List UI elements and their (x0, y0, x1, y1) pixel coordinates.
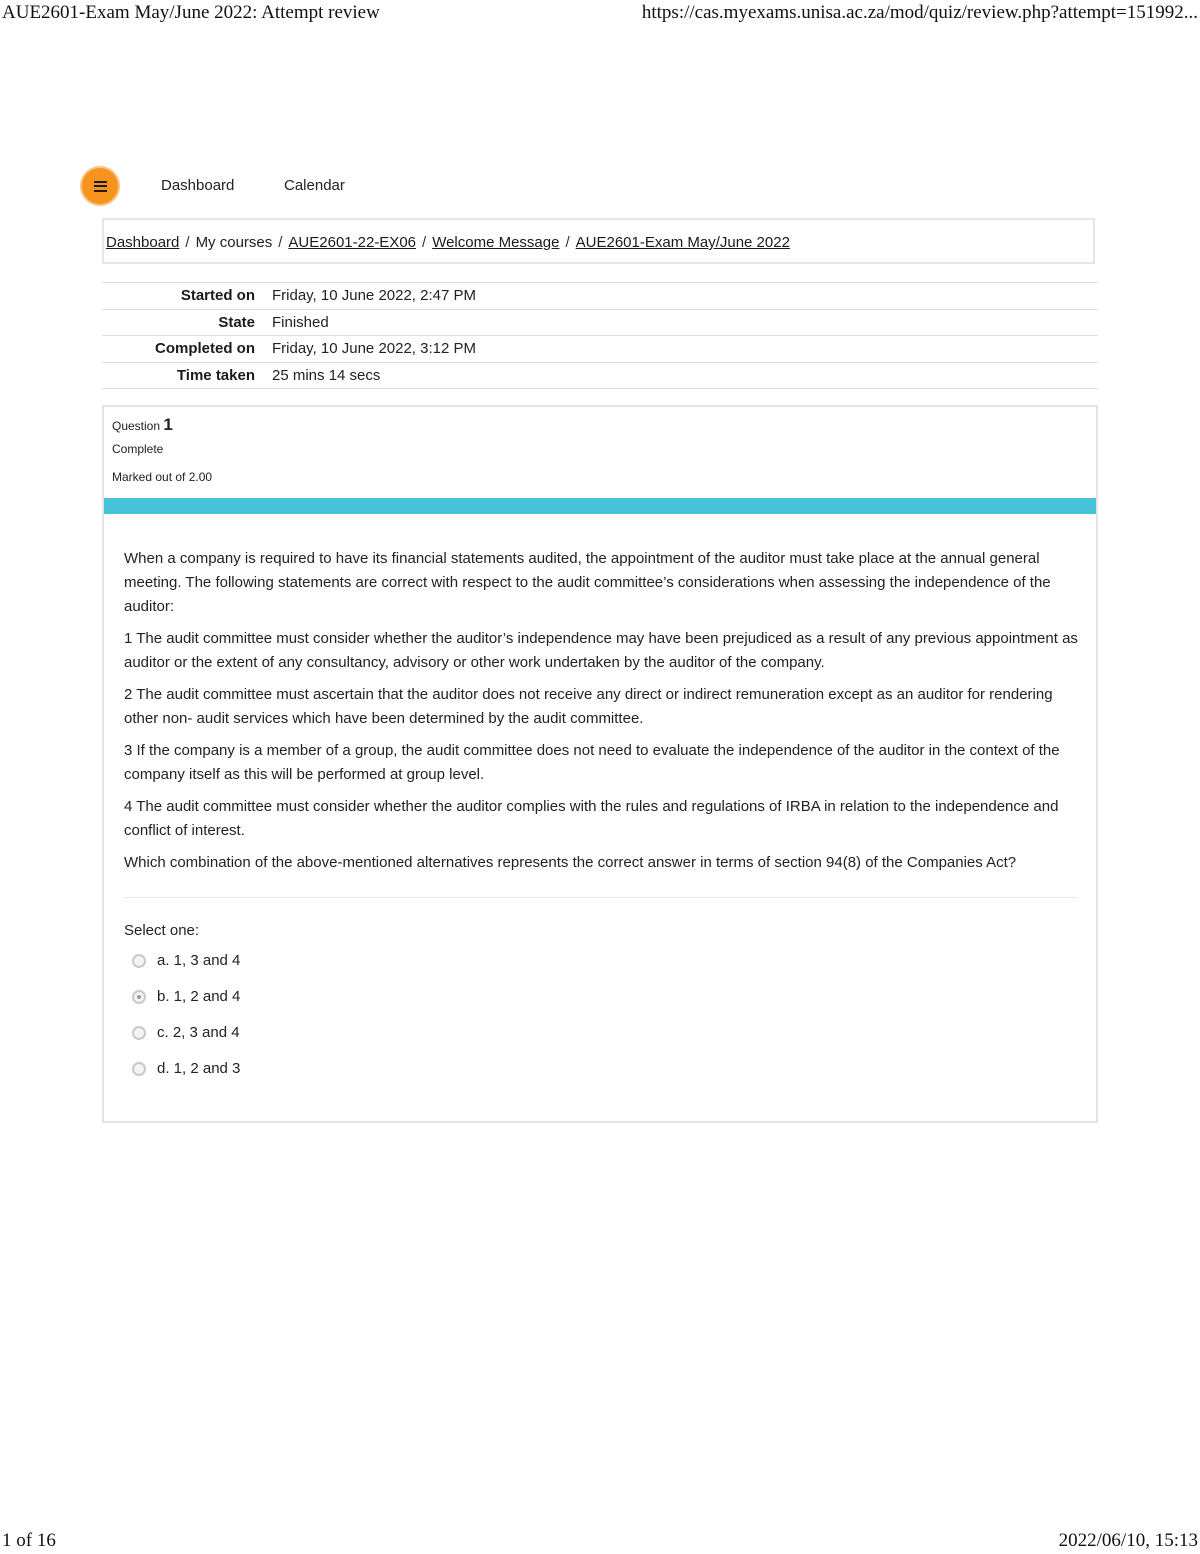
breadcrumb-item-exam[interactable]: AUE2601-Exam May/June 2022 (575, 234, 790, 251)
breadcrumb-item-welcome-message[interactable]: Welcome Message (432, 234, 560, 251)
select-one-prompt: Select one: (124, 922, 200, 939)
question-paragraph: Which combination of the above-mentioned alternatives represents the correct answer in terms of section 94(8) of the Companies Act? (124, 854, 1017, 871)
top-navbar (82, 168, 1102, 206)
question-paragraph: 1 The audit committee must consider whether the auditor’s independence may have been prejudiced as a result of any previous appointment as auditor or the extent of any consultancy, advisory or other work undertaken by the auditor of the company. (124, 630, 1078, 671)
summary-value: Friday, 10 June 2022, 3:12 PM (272, 340, 477, 358)
summary-label: Started on (180, 287, 255, 305)
radio-button-selected[interactable] (132, 990, 146, 1004)
summary-row-state (102, 309, 1098, 336)
summary-label: State (218, 313, 255, 331)
nav-calendar-link[interactable]: Calendar (284, 177, 345, 194)
print-page-title: AUE2601-Exam May/June 2022: Attempt review (2, 2, 380, 23)
breadcrumb-item-course[interactable]: AUE2601-22-EX06 (288, 234, 417, 251)
radio-button[interactable] (132, 954, 146, 968)
print-page-url: https://cas.myexams.unisa.ac.za/mod/quiz/review.php?attempt=151992... (641, 2, 1198, 23)
breadcrumb-item-my-courses: My courses (195, 234, 273, 251)
breadcrumb-separator: / (422, 234, 427, 251)
radio-button[interactable] (132, 1062, 146, 1076)
breadcrumb-separator: / (185, 234, 190, 251)
question-content-bar (104, 498, 1096, 514)
question-text (124, 547, 1079, 883)
question-grade: Marked out of 2.00 (112, 470, 213, 484)
breadcrumb (106, 234, 790, 251)
answer-option-label: b. 1, 2 and 4 (157, 988, 241, 1005)
question-number-value: 1 (163, 415, 173, 434)
hamburger-icon (94, 181, 107, 192)
question-label: Question (112, 419, 161, 433)
nav-dashboard-link[interactable]: Dashboard (161, 177, 235, 194)
breadcrumb-separator: / (565, 234, 570, 251)
answer-option-label: d. 1, 2 and 3 (157, 1060, 241, 1077)
question-paragraph: 3 If the company is a member of a group, the audit committee does not need to evaluate the independence of the auditor in the context of the company itself as this will be performed at group level. (124, 742, 1060, 783)
print-page-number: 1 of 16 (2, 1530, 56, 1551)
summary-value: Friday, 10 June 2022, 2:47 PM (272, 287, 477, 305)
question-card (102, 405, 1098, 1123)
question-info (112, 415, 212, 484)
attempt-summary-table (102, 282, 1098, 389)
summary-row-completed (102, 336, 1098, 363)
divider (124, 897, 1077, 898)
radio-button[interactable] (132, 1026, 146, 1040)
breadcrumb-item-dashboard[interactable]: Dashboard (106, 234, 180, 251)
question-state: Complete (112, 442, 164, 456)
answer-option-label: c. 2, 3 and 4 (157, 1024, 240, 1041)
summary-row-time-taken (102, 362, 1098, 389)
breadcrumb-separator: / (278, 234, 283, 251)
summary-label: Completed on (155, 340, 255, 358)
breadcrumb-container (102, 218, 1095, 264)
summary-row-started (102, 283, 1098, 310)
question-paragraph: 4 The audit committee must consider whether the auditor complies with the rules and regulations of IRBA in relation to the independence and conflict of interest. (124, 798, 1059, 839)
summary-value: 25 mins 14 secs (272, 366, 381, 384)
question-paragraph: When a company is required to have its financial statements audited, the appointment of the auditor must take place at the annual general meeting. The following statements are correct with respect to the audit committee’s considerations when assessing the independence of the auditor: (124, 550, 1051, 615)
hamburger-menu-button[interactable] (82, 168, 118, 204)
answer-option-label: a. 1, 3 and 4 (157, 952, 241, 969)
summary-label: Time taken (176, 366, 255, 384)
print-footer (0, 1530, 1200, 1554)
print-datetime: 2022/06/10, 15:13 (1058, 1530, 1198, 1551)
summary-value: Finished (272, 313, 329, 331)
print-header (0, 2, 1200, 26)
question-paragraph: 2 The audit committee must ascertain that the auditor does not receive any direct or indirect remuneration except as an auditor for rendering other non- audit services which have been determined by the audit committee. (124, 686, 1053, 727)
question-number (112, 415, 212, 437)
